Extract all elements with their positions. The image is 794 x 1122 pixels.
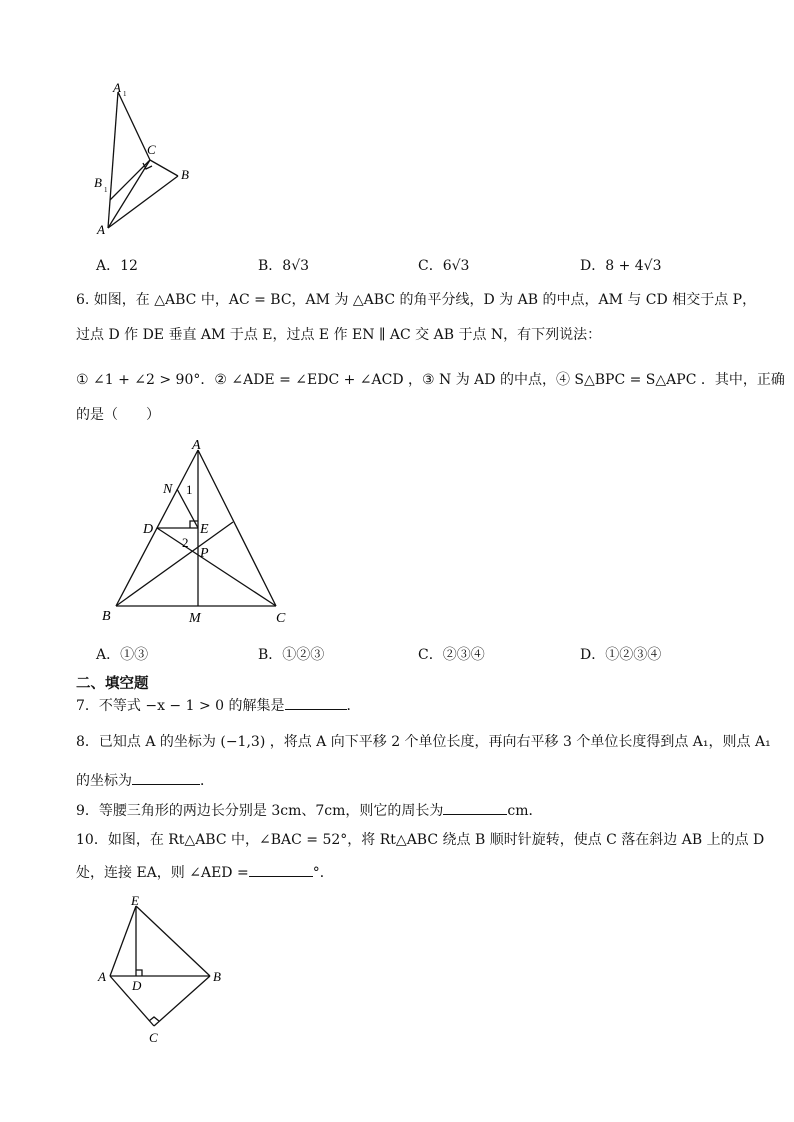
- label-C: C: [149, 1030, 158, 1045]
- label-P: P: [200, 546, 209, 561]
- q9-end: cm．: [507, 803, 543, 819]
- option-text: 8 + 4√3: [605, 258, 662, 274]
- q6-line-2: 过点 D 作 DE 垂直 AM 于点 E，过点 E 作 EN ∥ AC 交 AB 于点 N，有下列说法：: [76, 327, 602, 343]
- option-letter: B．: [258, 258, 283, 274]
- label-B: B: [181, 167, 189, 182]
- option-letter: A．: [96, 258, 121, 274]
- option-letter: C．: [418, 258, 443, 274]
- answer-blank[interactable]: [249, 862, 313, 877]
- label-E: E: [131, 893, 139, 908]
- q8-line-2: [76, 770, 214, 791]
- option-text: 6√3: [442, 258, 470, 274]
- q5-option-c: [418, 255, 469, 275]
- q9-text: 9．等腰三角形的两边长分别是 3cm、7cm，则它的周长为: [76, 803, 444, 819]
- option-letter: A．: [96, 647, 121, 663]
- q8-line-1: 8．已知点 A 的坐标为 (−1,3) ，将点 A 向下平移 2 个单位长度，再向右平移 3 个单位长度得到点 A₁，则点 A₁: [76, 734, 771, 750]
- figure-q10: [92, 892, 242, 1050]
- q7-text: 7．不等式 −x − 1 > 0 的解集是: [76, 698, 285, 714]
- label-C: C: [147, 142, 156, 157]
- option-text: 12: [120, 258, 138, 274]
- q5-option-a: [96, 255, 138, 275]
- q10-line-1: 10．如图，在 Rt△ABC 中，∠BAC = 52°，将 Rt△ABC 绕点 B 顺时针旋转，使点 C 落在斜边 AB 上的点 D: [76, 832, 765, 848]
- q6-line-4: 的是（ ）: [76, 407, 160, 423]
- answer-blank[interactable]: [132, 770, 200, 785]
- label-C: C: [276, 611, 286, 626]
- q6-option-d: [580, 644, 661, 664]
- option-letter: B．: [258, 647, 283, 663]
- option-letter: D．: [580, 258, 606, 274]
- q6-option-b: [258, 644, 324, 664]
- answer-blank[interactable]: [285, 695, 347, 710]
- figure-q5: [80, 78, 220, 243]
- label-A: A: [98, 969, 106, 984]
- label-D: D: [143, 522, 154, 537]
- label-B1: B: [94, 175, 102, 190]
- section-title: 二、填空题: [76, 676, 149, 692]
- q9: [76, 800, 543, 821]
- option-text: ①③: [120, 647, 149, 663]
- label-D: D: [132, 978, 142, 993]
- q6-option-a: [96, 644, 148, 664]
- q7-end: ．: [346, 698, 361, 714]
- label-N: N: [163, 482, 173, 497]
- q10-text: 处，连接 EA，则 ∠AED =: [76, 865, 249, 881]
- label-A: A: [192, 438, 201, 453]
- label-M: M: [189, 611, 201, 626]
- q6-line-3: ① ∠1 + ∠2 > 90°．② ∠ADE = ∠EDC + ∠ACD ，③ N 为 AD 的中点，④ S△BPC = S△APC ．其中，正确: [76, 372, 785, 388]
- q8-text: 的坐标为: [76, 773, 132, 789]
- q6-line-1: 6. 如图，在 △ABC 中，AC = BC，AM 为 △ABC 的角平分线，D 为 AB 的中点，AM 与 CD 相交于点 P，: [76, 292, 757, 308]
- option-text: ②③④: [442, 647, 485, 663]
- label-B: B: [102, 609, 111, 624]
- label-A1-sub: 1: [123, 90, 127, 98]
- q10-end: °．: [312, 865, 334, 881]
- q6-option-c: [418, 644, 485, 664]
- label-angle-2: 2: [182, 535, 189, 550]
- answer-blank[interactable]: [443, 800, 507, 815]
- q5-option-b: [258, 255, 309, 275]
- label-E: E: [200, 522, 209, 537]
- q8-end: ．: [200, 773, 214, 789]
- option-text: ①②③④: [605, 647, 662, 663]
- q10-line-2: [76, 862, 334, 883]
- option-text: 8√3: [282, 258, 310, 274]
- label-angle-1: 1: [186, 482, 193, 497]
- q7: [76, 695, 361, 716]
- label-A: A: [97, 222, 105, 237]
- label-B: B: [213, 969, 221, 984]
- option-letter: D．: [580, 647, 606, 663]
- q5-option-d: [580, 255, 662, 275]
- label-A1: A: [113, 80, 121, 95]
- option-letter: C．: [418, 647, 443, 663]
- figure-q6: [96, 436, 306, 628]
- option-text: ①②③: [282, 647, 325, 663]
- label-B1-sub: 1: [104, 186, 108, 194]
